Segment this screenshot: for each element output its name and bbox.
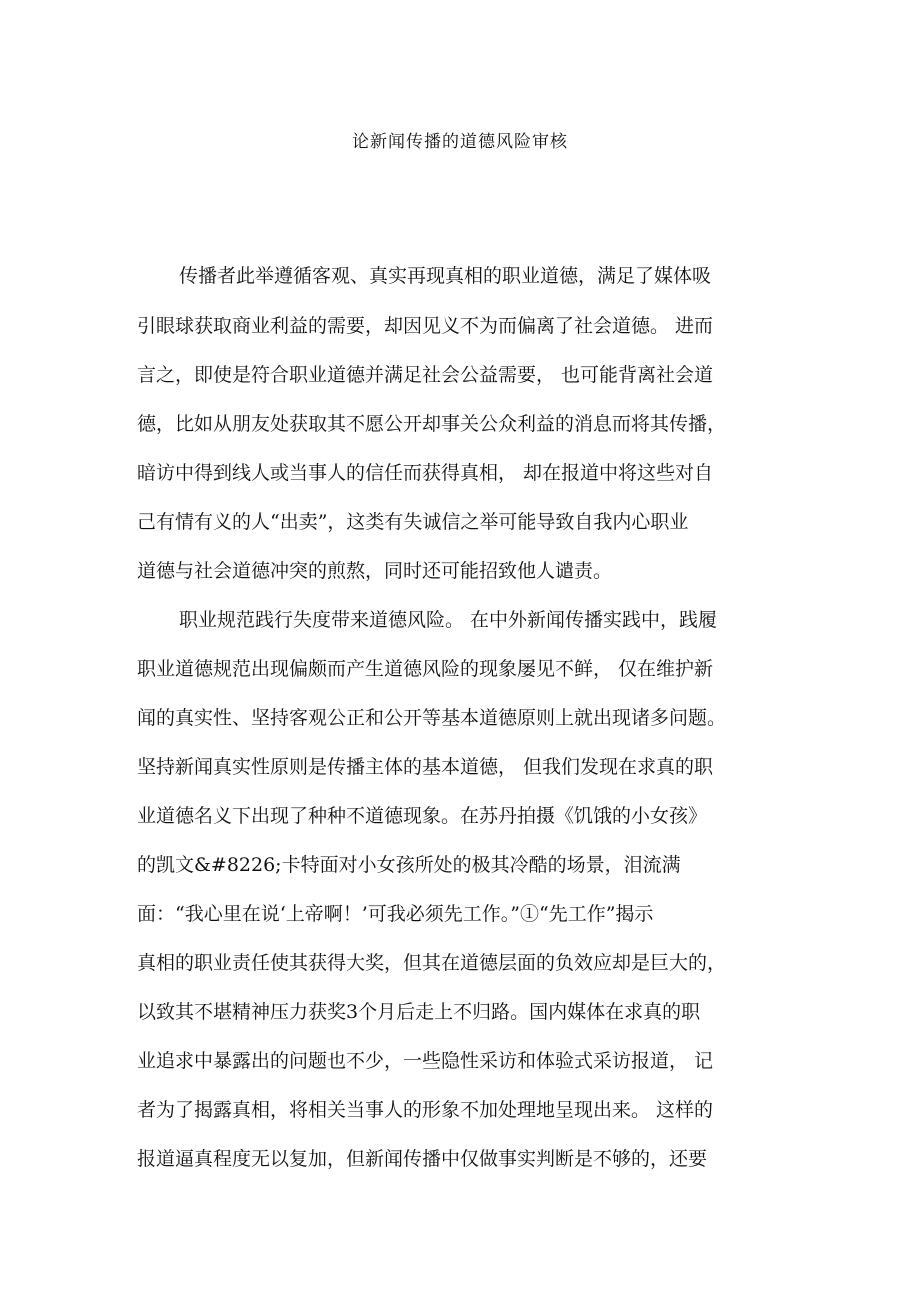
body-text-line: 德，比如从朋友处获取其不愿公开却事关公众利益的消息而将其传播， [137,413,727,435]
page-title: 论新闻传播的道德风险审核 [352,132,568,152]
body-text-line: 坚持新闻真实性原则是传播主体的基本道德， 但我们发现在求真的职 [137,756,714,778]
body-text-line: 的凯文&#8226;卡特面对小女孩所处的极其冷酷的场景，泪流满 [137,854,681,876]
body-text-line: 报道逼真程度无以复加，但新闻传播中仅做事实判断是不够的，还要 [137,1148,708,1170]
body-text-line: 业追求中暴露出的问题也不少，一些隐性采访和体验式采访报道， 记 [137,1050,714,1072]
body-text-line: 业道德名义下出现了种种不道德现象。在苏丹拍摄《饥饿的小女孩》 [137,805,708,827]
body-text-line: 职业道德规范出现偏颇而产生道德风险的现象屡见不鲜， 仅在维护新 [137,658,714,680]
body-text-line: 引眼球获取商业利益的需要，却因见义不为而偏离了社会道德。 进而 [137,315,714,337]
body-text-line: 职业规范践行失度带来道德风险。 在中外新闻传播实践中，践履 [179,609,718,631]
body-text-line: 者为了揭露真相，将相关当事人的形象不加处理地呈现出来。 这样的 [137,1099,714,1121]
body-text-line: 以致其不堪精神压力获奖3个月后走上不归路。国内媒体在求真的职 [137,1001,701,1023]
body-text-line: 言之，即使是符合职业道德并满足社会公益需要， 也可能背离社会道 [137,364,714,386]
body-text-line: 己有情有义的人“出卖”，这类有失诚信之举可能导致自我内心职业 [137,511,689,533]
body-text-line: 面：“我心里在说‘上帝啊！’可我必须先工作。”①“先工作”揭示 [137,903,654,925]
body-text-line: 暗访中得到线人或当事人的信任而获得真相， 却在报道中将这些对自 [137,462,714,484]
body-text-line: 闻的真实性、坚持客观公正和公开等基本道德原则上就出现诸多问题。 [137,707,727,729]
body-text-line: 真相的职业责任使其获得大奖，但其在道德层面的负效应却是巨大的， [137,952,727,974]
body-text-line: 传播者此举遵循客观、真实再现真相的职业道德，满足了媒体吸 [179,265,712,287]
body-text-line: 道德与社会道德冲突的煎熬，同时还可能招致他人谴责。 [137,560,613,582]
